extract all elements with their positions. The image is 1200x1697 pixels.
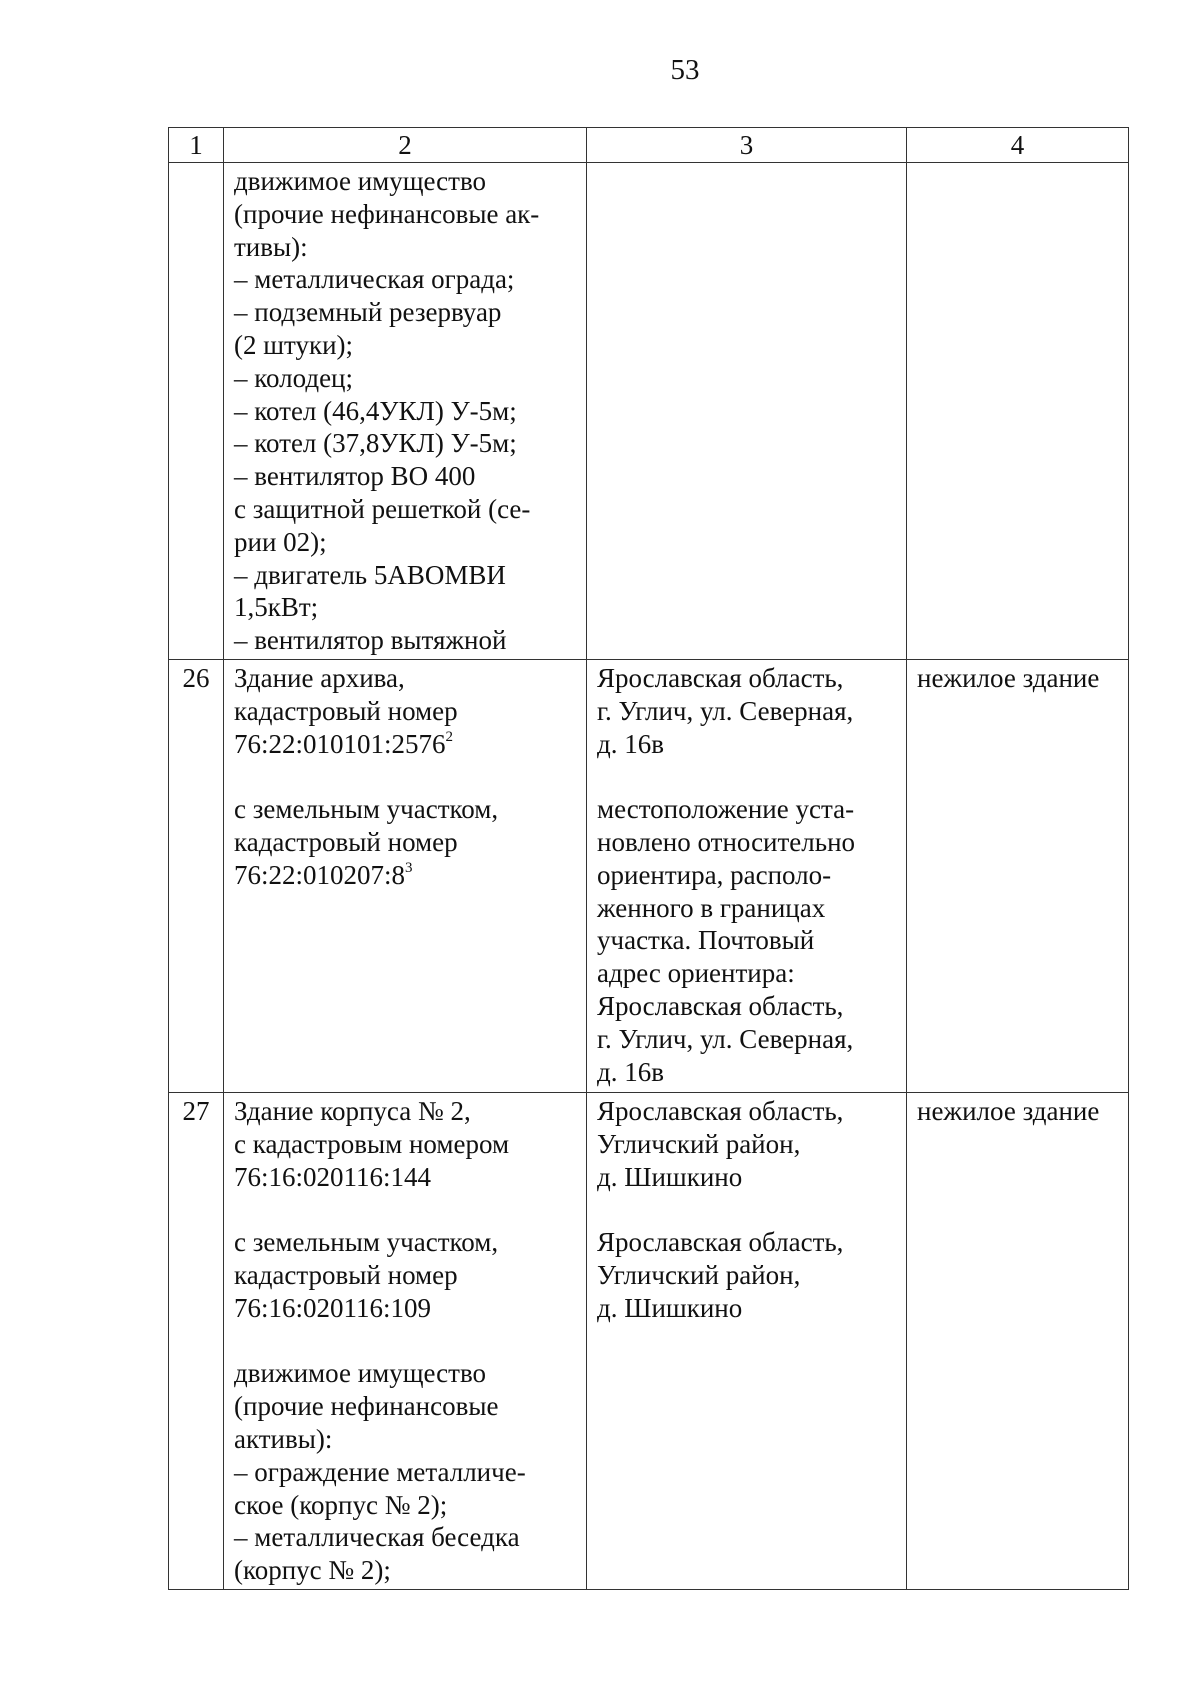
text-line [234, 662, 586, 695]
text-line [597, 1023, 906, 1056]
line-text: д. 16в [597, 728, 664, 759]
line-text: 76:16:020116:144 [234, 1161, 432, 1192]
text-line [234, 1554, 586, 1587]
text-line [234, 526, 586, 559]
line-text: д. Шишкино [597, 1161, 743, 1192]
line-text: – подземный резервуар [234, 297, 502, 328]
text-line [234, 559, 586, 592]
text-line [234, 1489, 586, 1522]
line-text: – колодец; [234, 362, 354, 393]
line-text: – вентилятор вытяжной [234, 625, 507, 656]
line-text: г. Углич, ул. Северная, [597, 695, 854, 726]
text-line [597, 695, 906, 728]
text-line [234, 826, 586, 859]
column-header-2: 2 [224, 128, 587, 163]
line-text: движимое имущество [234, 1358, 487, 1389]
line-text: Угличский район, [597, 1259, 801, 1290]
column-header-1: 1 [169, 128, 224, 163]
text-line [234, 1456, 586, 1489]
text-line [234, 695, 586, 728]
line-text: 76:22:010101:2576 [234, 728, 446, 759]
line-text: д. 16в [597, 1056, 664, 1087]
text-line [597, 1128, 906, 1161]
text-line [234, 728, 586, 761]
text-line [234, 1128, 586, 1161]
footnote-marker: 2 [445, 728, 454, 745]
text-line [234, 427, 586, 460]
line-text: (прочие нефинансовые [234, 1391, 499, 1422]
text-line [234, 1521, 586, 1554]
line-text: женного в границах [597, 892, 826, 923]
column-number-row [169, 128, 1129, 163]
column-header-4: 4 [907, 128, 1129, 163]
line-text: 76:22:010207:8 [234, 859, 406, 890]
line-text: Ярославская область, [597, 990, 844, 1021]
text-line [597, 728, 906, 761]
object-description [224, 659, 587, 1092]
text-line [597, 793, 906, 826]
text-line [234, 1095, 586, 1128]
text-line [597, 1161, 906, 1194]
line-text: ское (корпус № 2); [234, 1489, 448, 1520]
text-line [234, 198, 586, 231]
line-text: – вентилятор ВО 400 [234, 461, 476, 492]
line-text: Здание корпуса № 2, [234, 1095, 471, 1126]
text-line [597, 662, 906, 695]
text-line [597, 1259, 906, 1292]
text-line [597, 1056, 906, 1089]
line-text: местоположение уста- [597, 794, 855, 825]
object-description [224, 163, 587, 660]
text-line [234, 1259, 586, 1292]
line-text: г. Углич, ул. Северная, [597, 1023, 854, 1054]
line-text: Угличский район, [597, 1128, 801, 1159]
text-line [234, 1226, 586, 1259]
text-line [597, 859, 906, 892]
text-line [234, 793, 586, 826]
row-number [169, 163, 224, 660]
object-address [587, 1092, 907, 1589]
object-type: нежилое здание [907, 1092, 1129, 1589]
line-text: – двигатель 5АВОМВИ [234, 559, 506, 590]
text-line [234, 395, 586, 428]
object-type: нежилое здание [907, 659, 1129, 1092]
text-line [234, 231, 586, 264]
text-line [234, 1325, 586, 1358]
text-line [597, 1292, 906, 1325]
text-line [234, 1161, 586, 1194]
text-line [597, 957, 906, 990]
line-text: участка. Почтовый [597, 925, 815, 956]
line-text: рии 02); [234, 526, 327, 557]
line-text: кадастровый номер [234, 695, 458, 726]
line-text: ориентира, располо- [597, 859, 832, 890]
line-text: – металлическая ограда; [234, 264, 515, 295]
line-text: – металлическая беседка [234, 1522, 520, 1553]
text-line [234, 1292, 586, 1325]
text-line [234, 329, 586, 362]
text-line [234, 591, 586, 624]
line-text: кадастровый номер [234, 826, 458, 857]
line-text: (прочие нефинансовые ак- [234, 198, 540, 229]
text-line [597, 892, 906, 925]
line-text: движимое имущество [234, 166, 487, 196]
line-text: Ярославская область, [597, 1095, 844, 1126]
column-header-3: 3 [587, 128, 907, 163]
line-text: тивы): [234, 231, 308, 262]
line-text: Здание архива, [234, 662, 405, 693]
table-row [169, 659, 1129, 1092]
table-row [169, 1092, 1129, 1589]
line-text: 76:16:020116:109 [234, 1292, 432, 1323]
text-line [597, 760, 906, 793]
text-line [234, 1390, 586, 1423]
text-line [597, 1095, 906, 1128]
text-line [234, 493, 586, 526]
table-row [169, 163, 1129, 660]
line-text: д. Шишкино [597, 1292, 743, 1323]
line-text: – котел (37,8УКЛ) У-5м; [234, 428, 517, 459]
text-line [234, 1357, 586, 1390]
text-line [597, 826, 906, 859]
object-type [907, 163, 1129, 660]
line-text: 1,5кВт; [234, 592, 319, 623]
line-text: активы): [234, 1423, 333, 1454]
property-table [168, 127, 1129, 1590]
line-text: адрес ориентира: [597, 958, 795, 989]
text-line [234, 165, 586, 198]
text-line [597, 1193, 906, 1226]
line-text: (2 штуки); [234, 329, 354, 360]
text-line [234, 362, 586, 395]
line-text: новлено относительно [597, 826, 856, 857]
line-text: с земельным участком, [234, 794, 499, 825]
text-line [234, 263, 586, 296]
text-line [597, 990, 906, 1023]
text-line [234, 859, 586, 892]
text-line [234, 460, 586, 493]
row-number: 26 [169, 659, 224, 1092]
text-line [597, 924, 906, 957]
line-text: кадастровый номер [234, 1259, 458, 1290]
text-line [234, 1193, 586, 1226]
text-line [234, 624, 586, 657]
text-line [234, 296, 586, 329]
line-text: (корпус № 2); [234, 1555, 391, 1586]
line-text: – котел (46,4УКЛ) У-5м; [234, 395, 517, 426]
text-line [234, 760, 586, 793]
text-line [597, 1226, 906, 1259]
object-address [587, 163, 907, 660]
object-address [587, 659, 907, 1092]
text-line [234, 1423, 586, 1456]
line-text: с кадастровым номером [234, 1128, 510, 1159]
row-number: 27 [169, 1092, 224, 1589]
line-text: с земельным участком, [234, 1227, 499, 1258]
footnote-marker: 3 [405, 859, 413, 876]
line-text: с защитной решеткой (се- [234, 493, 531, 524]
line-text: – ограждение металличе- [234, 1456, 526, 1487]
page-number: 53 [670, 54, 700, 86]
object-description [224, 1092, 587, 1589]
line-text: Ярославская область, [597, 1227, 844, 1258]
line-text: Ярославская область, [597, 662, 844, 693]
